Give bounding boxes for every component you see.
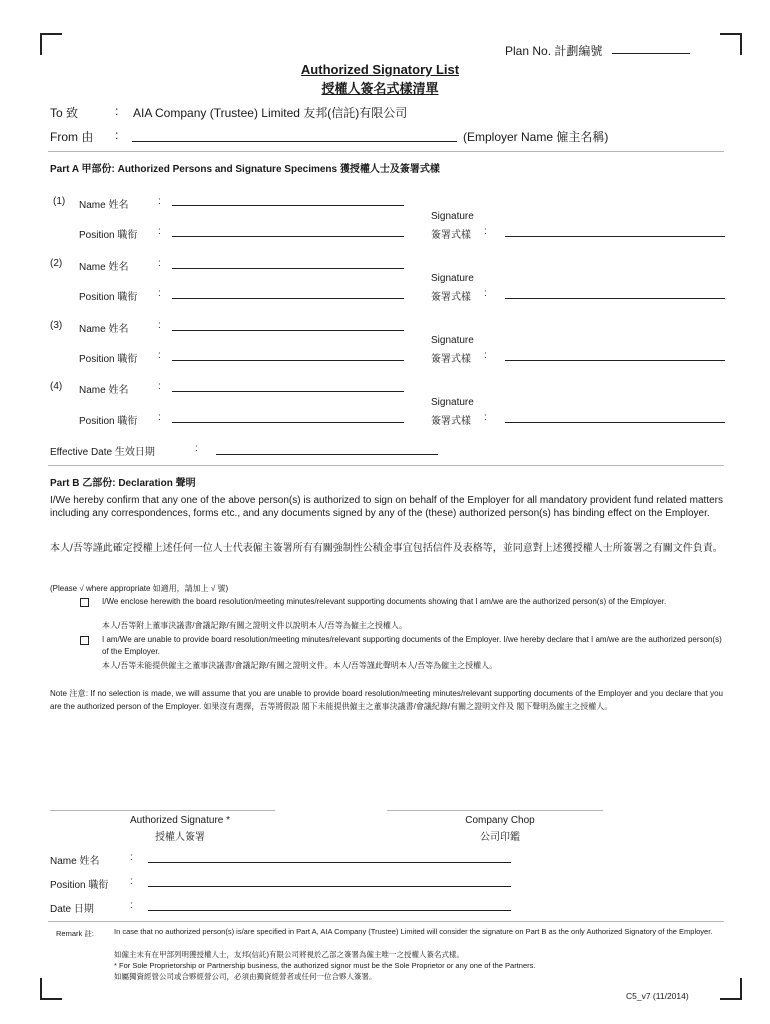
option-text-zh: 本人/吾等附上董事決議書/會議記錄/有關之證明文件以說明本人/吾等為僱主之授權人。 xyxy=(102,621,407,630)
name-field[interactable] xyxy=(172,330,404,331)
person-number: (4) xyxy=(50,381,63,392)
signature-label: Signature xyxy=(431,335,474,346)
colon: : xyxy=(484,350,487,361)
company-chop-label: Company Chop xyxy=(465,815,535,826)
signature-field[interactable] xyxy=(505,298,725,299)
signature-field[interactable] xyxy=(505,422,725,423)
position-label: Position 職衔 xyxy=(79,354,138,365)
corner-mark-bottom-left xyxy=(40,978,62,1000)
signature-label: Signature xyxy=(431,211,474,222)
from-colon: : xyxy=(115,128,119,142)
remark-zh-1: 如僱主未有在甲部列明獲授權人士，友邦(信託)有限公司將視於乙部之簽署為僱主唯一之授權人簽名式樣。 xyxy=(114,950,464,959)
position-field[interactable] xyxy=(172,236,404,237)
signer-date-label: Date 日期 xyxy=(50,904,94,915)
colon: : xyxy=(130,900,133,911)
name-field[interactable] xyxy=(172,268,404,269)
colon: : xyxy=(130,852,133,863)
authorized-signature-label: Authorized Signature * xyxy=(129,815,231,826)
signature-label-zh: 簽署式樣 xyxy=(431,230,471,241)
part-b-heading: Part B 乙部份: Declaration 聲明 xyxy=(50,478,196,489)
to-label: To 致 xyxy=(50,106,79,120)
signature-label: Signature xyxy=(431,273,474,284)
colon: : xyxy=(158,258,161,269)
corner-mark-top-left xyxy=(40,33,62,55)
effective-date-field[interactable] xyxy=(216,454,438,455)
signature-field[interactable] xyxy=(505,236,725,237)
employer-name-field[interactable] xyxy=(132,141,457,142)
position-label: Position 職衔 xyxy=(79,416,138,427)
position-field[interactable] xyxy=(172,298,404,299)
declaration-en: I/We hereby confirm that any one of the above person(s) is authorized to sign on behalf of the Employer for all mandatory provident fund related matters including any correspondences, forms etc., and any documents signed by any of the (these) authorized person(s) has binding effect on the Employer. xyxy=(50,495,723,519)
name-label: Name 姓名 xyxy=(79,324,129,335)
divider xyxy=(48,465,724,466)
remark-zh-2: 如屬獨資經營公司或合夥經營公司，必須由獨資經營者或任何一位合夥人簽署。 xyxy=(114,972,377,981)
option-text-en: I am/We are unable to provide board resolution/meeting minutes/relevant supporting documents of the Employer. I/we hereby declare that I am/we are the authorized person(s) of the Employer. xyxy=(102,635,722,656)
company-chop-label-zh: 公司印鑑 xyxy=(480,832,520,843)
colon: : xyxy=(158,196,161,207)
selection-note: Note 注意: If no selection is made, we will assume that you are unable to provide board resolution/meeting minutes/relevant supporting documents of the Employer and you declare that you are the authorized person of the Employer. 如果沒有選擇，吾等將假設 閣下未能提供僱主之董事決議書/會議紀錄/有關之證明文件及 閣下聲明為僱主之授權人。 xyxy=(50,689,723,711)
colon: : xyxy=(484,226,487,237)
colon: : xyxy=(158,412,161,423)
person-number: (2) xyxy=(50,258,63,269)
colon: : xyxy=(158,226,161,237)
to-value: AIA Company (Trustee) Limited 友邦(信託)有限公司 xyxy=(133,106,408,120)
plan-no-field[interactable] xyxy=(612,53,690,54)
title-en: Authorized Signatory List xyxy=(300,62,460,77)
colon: : xyxy=(195,443,198,454)
colon: : xyxy=(158,320,161,331)
corner-mark-bottom-right xyxy=(720,978,742,1000)
signature-label: Signature xyxy=(431,397,474,408)
remark-en-1: In case that no authorized person(s) is/are specified in Part A, AIA Company (Trustee) Limited will consider the signature on Part B as the only Authorized Signatory of the Employer. xyxy=(114,927,713,936)
colon: : xyxy=(158,350,161,361)
colon: : xyxy=(130,876,133,887)
name-field[interactable] xyxy=(172,391,404,392)
name-label: Name 姓名 xyxy=(79,262,129,273)
option-checkbox[interactable] xyxy=(80,598,89,607)
signer-date-field[interactable] xyxy=(148,910,511,911)
position-label: Position 職衔 xyxy=(79,230,138,241)
authorized-signature-label-zh: 授權人簽署 xyxy=(155,832,205,843)
declaration-zh: 本人/吾等謹此確定授權上述任何一位人士代表僱主簽署所有有關強制性公積金事宜包括信件及表格等，並同意對上述獲授權人士所簽署之有關文件負責。 xyxy=(50,543,723,554)
position-label: Position 職衔 xyxy=(79,292,138,303)
signer-name-field[interactable] xyxy=(148,862,511,863)
name-label: Name 姓名 xyxy=(79,385,129,396)
authorized-signature-field[interactable] xyxy=(50,810,275,811)
name-label: Name 姓名 xyxy=(79,200,129,211)
signature-label-zh: 簽署式樣 xyxy=(431,354,471,365)
remark-en-2: * For Sole Proprietorship or Partnership business, the authorized signor must be the Sole Proprietor or any one of the Partners. xyxy=(114,961,536,970)
plan-no-label: Plan No. 計劃編號 xyxy=(505,44,603,58)
person-number: (3) xyxy=(50,320,63,331)
position-field[interactable] xyxy=(172,360,404,361)
to-colon: : xyxy=(115,104,119,118)
colon: : xyxy=(484,288,487,299)
option-text-en: I/We enclose herewith the board resolution/meeting minutes/relevant supporting documents showing that I am/we are the authorized person(s) of the Employer. xyxy=(102,597,667,606)
from-label: From 由 xyxy=(50,130,94,144)
colon: : xyxy=(158,288,161,299)
position-field[interactable] xyxy=(172,422,404,423)
please-note: (Please √ where appropriate 如適用，請加上 √ 號) xyxy=(50,584,229,593)
colon: : xyxy=(158,381,161,392)
title-zh: 授權人簽名式樣清單 xyxy=(321,81,439,96)
divider xyxy=(48,151,724,152)
signer-name-label: Name 姓名 xyxy=(50,856,100,867)
part-a-heading: Part A 甲部份: Authorized Persons and Signature Specimens 獲授權人士及簽署式樣 xyxy=(50,164,440,175)
remark-label: Remark 註: xyxy=(56,929,94,938)
signer-position-label: Position 職衔 xyxy=(50,880,109,891)
name-field[interactable] xyxy=(172,205,404,206)
colon: : xyxy=(484,412,487,423)
divider xyxy=(48,921,724,922)
effective-date-label: Effective Date 生效日期 xyxy=(50,447,155,458)
from-suffix: (Employer Name 僱主名稱) xyxy=(463,130,609,144)
corner-mark-top-right xyxy=(720,33,742,55)
form-code: C5_v7 (11/2014) xyxy=(626,991,689,1001)
company-chop-field[interactable] xyxy=(387,810,603,811)
option-checkbox[interactable] xyxy=(80,636,89,645)
signature-label-zh: 簽署式樣 xyxy=(431,292,471,303)
signer-position-field[interactable] xyxy=(148,886,511,887)
signature-label-zh: 簽署式樣 xyxy=(431,416,471,427)
person-number: (1) xyxy=(53,196,66,207)
option-text-zh: 本人/吾等未能提供僱主之董事決議書/會議記錄/有關之證明文件。本人/吾等謹此聲明本人/吾等為僱主之授權人。 xyxy=(102,661,498,670)
signature-field[interactable] xyxy=(505,360,725,361)
